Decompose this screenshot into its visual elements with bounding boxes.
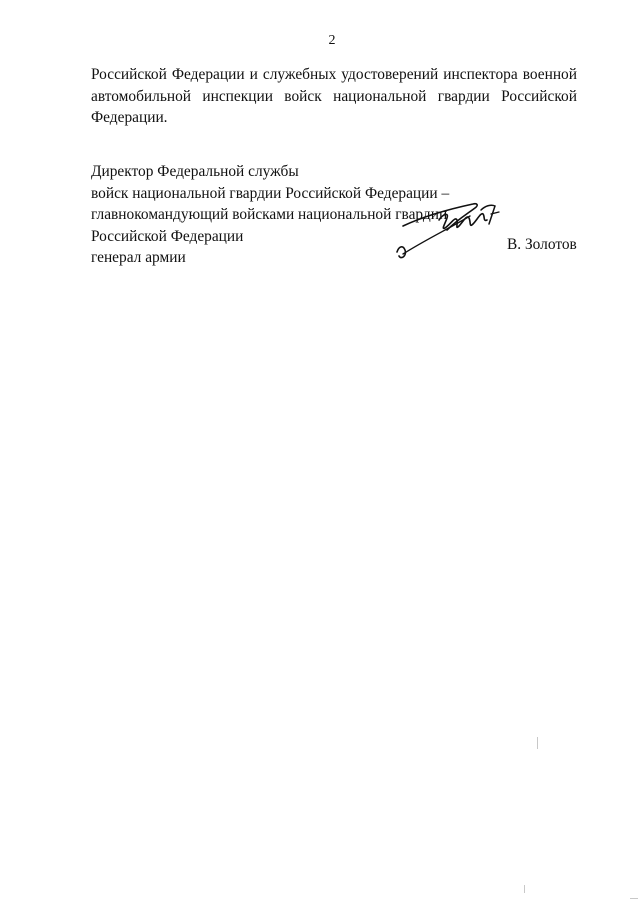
- signer-name: В. Золотов: [507, 236, 577, 253]
- signatory-title-line-4: Российской Федерации: [91, 227, 244, 245]
- scan-artifact: [630, 898, 638, 899]
- handwritten-signature-icon: [395, 190, 505, 270]
- scan-artifact: [537, 737, 538, 749]
- signatory-rank: генерал армии: [91, 249, 186, 266]
- page-number: 2: [328, 33, 336, 48]
- signatory-title-line-1: Директор Федеральной службы: [91, 163, 299, 180]
- body-paragraph: Российской Федерации и служебных удостоверений инспектора военной автомобильной инспекции войск национальной гвардии Российской Федерации.: [91, 66, 577, 126]
- signatory-title-line-2: войск национальной гвардии Российской Федерации –: [91, 184, 450, 202]
- scan-artifact: [524, 885, 525, 893]
- signatory-title-line-3: главнокомандующий войсками национальной гвардии: [91, 206, 448, 223]
